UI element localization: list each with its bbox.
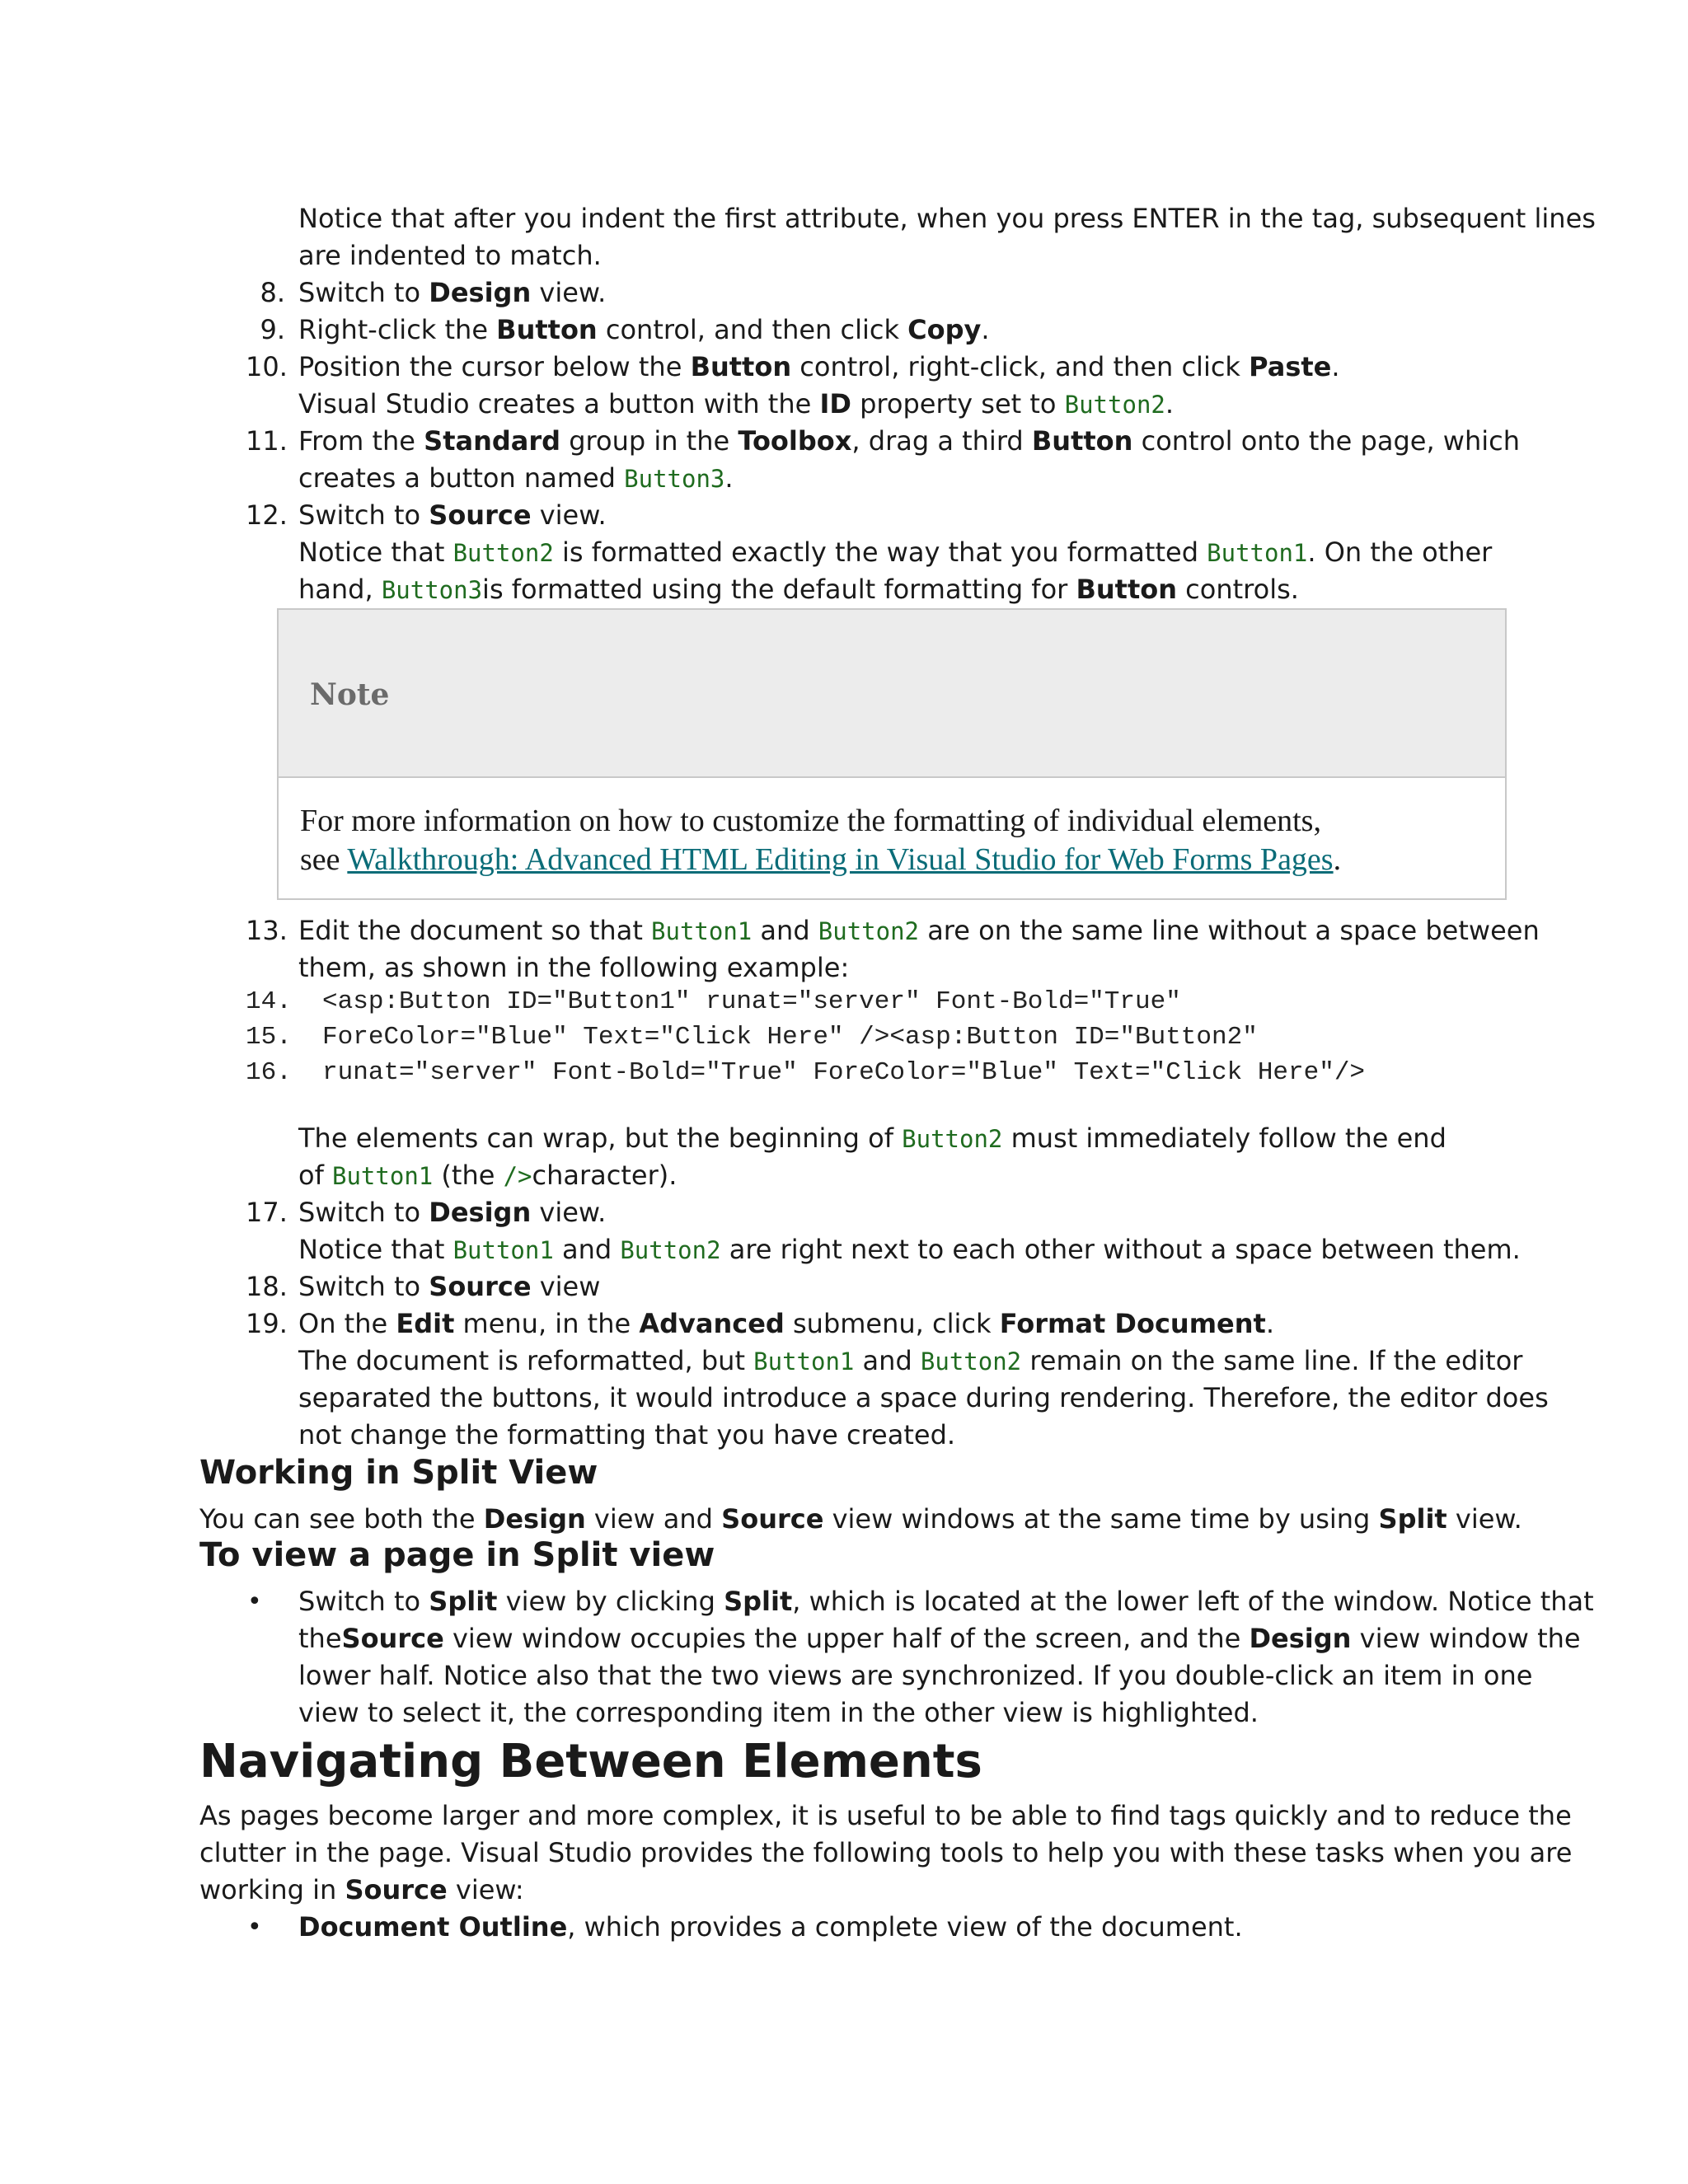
nav-paragraph-line-3: working in Source view:: [199, 1874, 524, 1905]
split-bullet-line-4: view to select it, the corresponding item in the other view is highlighted.: [298, 1697, 1259, 1728]
split-paragraph: You can see both the Design view and Source view windows at the same time by using Split view.: [199, 1503, 1522, 1535]
step-number: 12.: [246, 499, 288, 531]
note-line-2: see Walkthrough: Advanced HTML Editing in Visual Studio for Web Forms Pages.: [300, 842, 1342, 877]
step-number: 17.: [246, 1197, 288, 1228]
step-number: 8.: [260, 277, 285, 308]
nav-paragraph-line-2: clutter in the page. Visual Studio provides the following tools to help you with these tasks when you are: [199, 1837, 1573, 1868]
step-9-text: Right-click the Button control, and then click Copy.: [298, 314, 990, 345]
step-number: 10.: [246, 351, 288, 382]
intro-line-1: Notice that after you indent the first attribute, when you press ENTER in the tag, subsequent lines: [298, 203, 1596, 234]
intro-line-2: are indented to match.: [298, 240, 602, 271]
split-bullet-line-1: Switch to Split view by clicking Split, which is located at the lower left of the window. Notice that: [298, 1586, 1594, 1617]
step-10-text: Position the cursor below the Button control, right-click, and then click Paste.: [298, 351, 1340, 382]
step-13-text: Edit the document so that Button1 and Button2 are on the same line without a space between: [298, 915, 1540, 946]
step-12-note: Notice that Button2 is formatted exactly the way that you formatted Button1. On the other: [298, 537, 1493, 568]
bullet-icon: •: [247, 1587, 262, 1616]
note-header: [279, 610, 1505, 778]
step-11-text: From the Standard group in the Toolbox, drag a third Button control onto the page, which: [298, 425, 1521, 457]
step-13-line-2: them, as shown in the following example:: [298, 952, 850, 983]
note-line-1: For more information on how to customize the formatting of individual elements,: [300, 804, 1321, 838]
step-18-text: Switch to Source view: [298, 1271, 601, 1302]
code-line: 14. <asp:Button ID="Button1" runat="server" Font-Bold="True": [246, 987, 1181, 1016]
split-bullet-line-2: theSource view window occupies the upper half of the screen, and the Design view window the: [298, 1623, 1581, 1654]
section-heading: Working in Split View: [199, 1454, 598, 1492]
step-19-line-4: not change the formatting that you have created.: [298, 1419, 956, 1451]
step-number: 13.: [246, 915, 288, 946]
step-17-text: Switch to Design view.: [298, 1197, 607, 1228]
step-number: 11.: [246, 425, 288, 457]
step-19-line-2: The document is reformatted, but Button1 and Button2 remain on the same line. If the editor: [298, 1345, 1523, 1376]
note-title: Note: [310, 677, 390, 712]
step-11-line-2: creates a button named Button3.: [298, 462, 734, 494]
main-heading: Navigating Between Elements: [199, 1735, 982, 1788]
step-number: 19.: [246, 1308, 288, 1339]
step-19-text: On the Edit menu, in the Advanced submenu, click Format Document.: [298, 1308, 1274, 1339]
step-12-note-line-2: hand, Button3is formatted using the default formatting for Button controls.: [298, 574, 1299, 605]
step-19-line-3: separated the buttons, it would introduce a space during rendering. Therefore, the editor does: [298, 1382, 1549, 1413]
step-17-note: Notice that Button1 and Button2 are right next to each other without a space between them.: [298, 1234, 1521, 1265]
wrap-note-line-1: The elements can wrap, but the beginning of Button2 must immediately follow the end: [298, 1122, 1447, 1154]
nav-bullet-item: Document Outline, which provides a complete view of the document.: [298, 1911, 1243, 1943]
step-number: 18.: [246, 1271, 288, 1302]
step-12-text: Switch to Source view.: [298, 499, 607, 531]
bullet-icon: •: [247, 1913, 262, 1942]
step-number: 9.: [260, 314, 285, 345]
wrap-note-line-2: of Button1 (the />character).: [298, 1160, 678, 1191]
code-line: 15. ForeColor="Blue" Text="Click Here" /><asp:Button ID="Button2": [246, 1023, 1258, 1052]
subsection-heading: To view a page in Split view: [199, 1536, 715, 1574]
split-bullet-line-3: lower half. Notice also that the two views are synchronized. If you double-click an item in one: [298, 1660, 1533, 1691]
walkthrough-link[interactable]: Walkthrough: Advanced HTML Editing in Visual Studio for Web Forms Pages: [347, 842, 1334, 877]
step-8-text: Switch to Design view.: [298, 277, 607, 308]
code-line: 16. runat="server" Font-Bold="True" ForeColor="Blue" Text="Click Here"/>: [246, 1058, 1366, 1087]
step-10-note: Visual Studio creates a button with the ID property set to Button2.: [298, 388, 1175, 419]
note-box: [277, 608, 1507, 900]
nav-paragraph-line-1: As pages become larger and more complex, it is useful to be able to find tags quickly and to reduce the: [199, 1800, 1572, 1831]
